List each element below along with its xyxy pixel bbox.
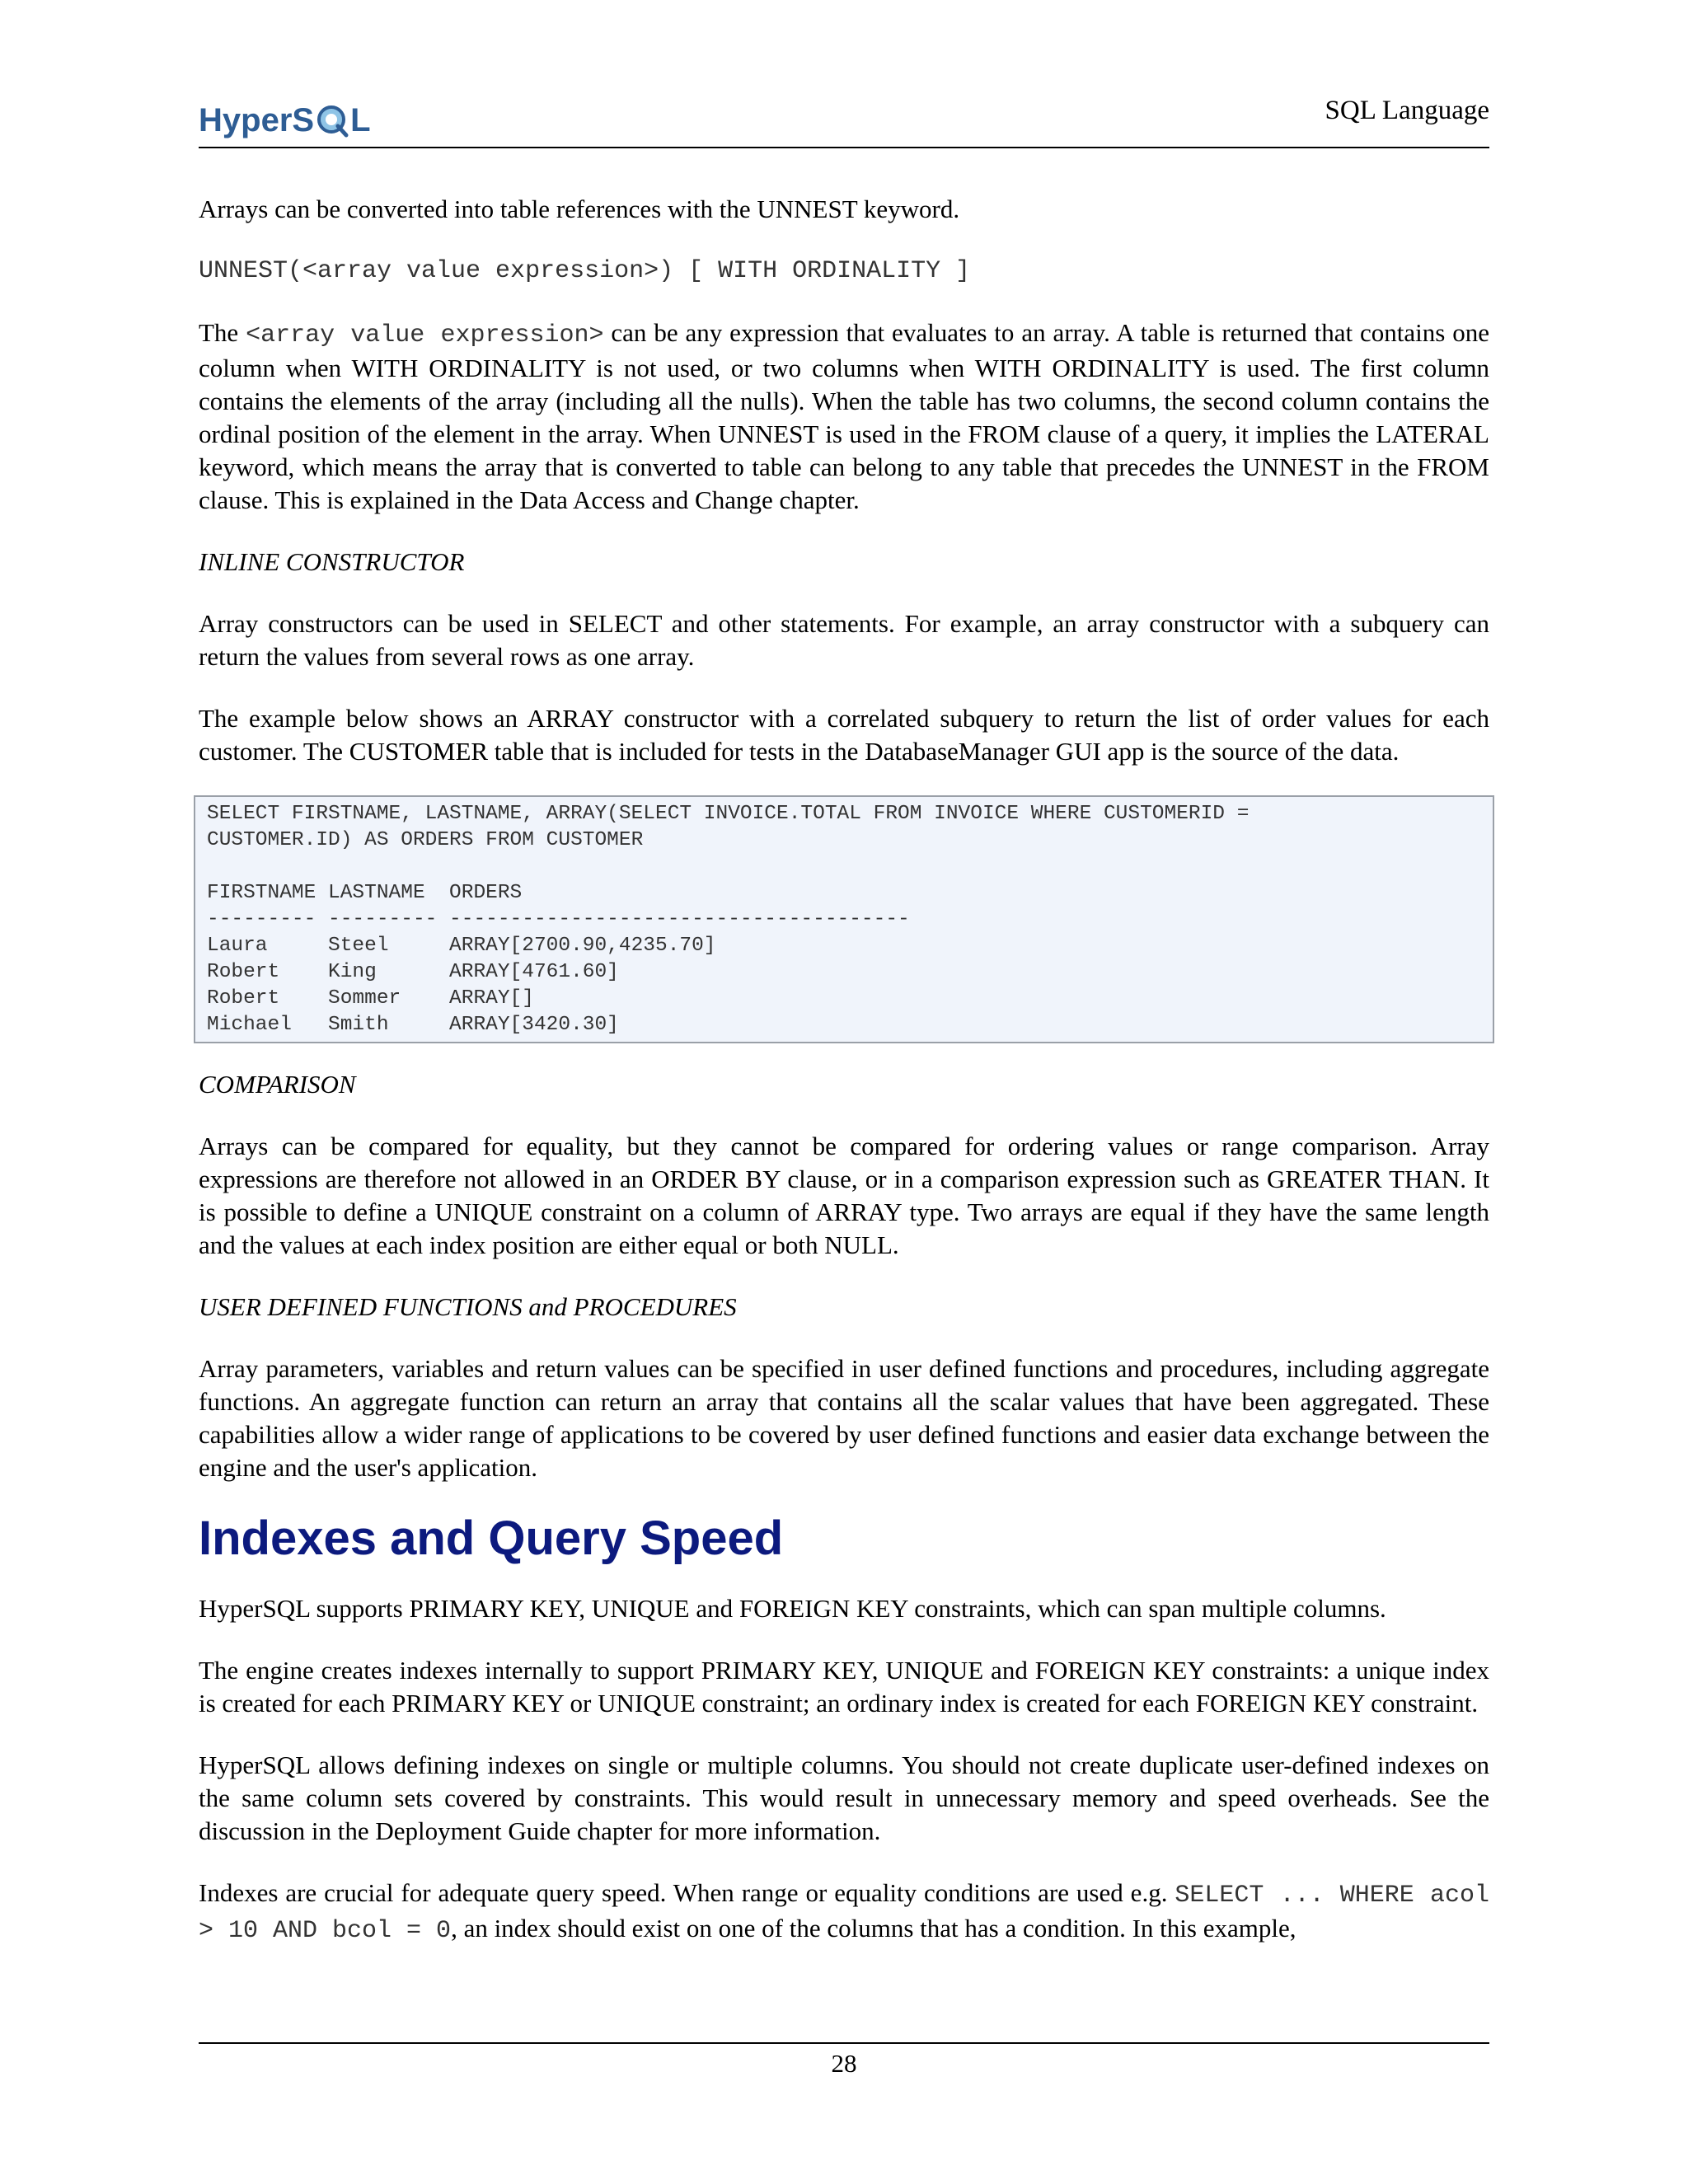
unnest-syntax: UNNEST(<array value expression>) [ WITH ORDINALITY ]: [199, 257, 971, 285]
paragraph-text: , an index should exist on one of the columns that has a condition. In this example,: [451, 1914, 1296, 1943]
subheading-comparison: COMPARISON: [199, 1070, 356, 1099]
paragraph-query-speed: [199, 1877, 1489, 1947]
paragraph-text: can be any expression that evaluates to an array. A table is returned that contains one column when WITH ORDINALITY is not used, or two columns when WITH ORDINALITY is used. The first column contains the elements of the array (including all the nulls). When the table has two columns, the second column contains the ordinal position of the element in the array. When UNNEST is used in the FROM clause of a query, it implies the LATERAL keyword, which means the array that is converted to table can belong to any table that precedes the UNNEST in the FROM clause. This is explained in the Data Access and Change chapter.: [199, 318, 1489, 514]
subheading-user-defined-functions: USER DEFINED FUNCTIONS and PROCEDURES: [199, 1292, 737, 1321]
paragraph-example-intro: The example below shows an ARRAY constructor with a correlated subquery to return the list of order values for each customer. The CUSTOMER table that is included for tests in the DatabaseManager GUI app is the source of the data.: [199, 704, 1489, 766]
logo-text-suffix: L: [350, 101, 371, 138]
section-title: SQL Language: [1325, 96, 1489, 125]
paragraph-text: Indexes are crucial for adequate query speed. When range or equality conditions are used e.g.: [199, 1878, 1175, 1907]
inline-code: <array value expression>: [246, 321, 604, 349]
paragraph-unnest-intro: Arrays can be converted into table references with the UNNEST keyword.: [199, 194, 960, 223]
logo-text-prefix: HyperS: [199, 101, 315, 138]
section-heading-indexes: Indexes and Query Speed: [199, 1511, 784, 1565]
paragraph-comparison: Arrays can be compared for equality, but they cannot be compared for ordering values or range comparison. Array expressions are therefore not allowed in an ORDER BY clause, or in a comparison expression such as GREATER THAN. It is possible to define a UNIQUE constraint on a column of ARRAY type. Two arrays are equal if they have the same length and the values at each index position are either equal or both NULL.: [199, 1132, 1489, 1259]
page-footer: [199, 2042, 1489, 2079]
magnifier-q-icon: [315, 103, 349, 138]
paragraph-array-constructors: Array constructors can be used in SELECT and other statements. For example, an array constructor with a subquery can return the values from several rows as one array.: [199, 609, 1489, 671]
paragraph-user-defined-functions: Array parameters, variables and return values can be specified in user defined functions and procedures, including aggregate functions. An aggregate function can return an array that contains all the scalar values that have been aggregated. These capabilities allow a wider range of applications to be covered by user defined functions and easier data exchange between the engine and the user's application.: [199, 1354, 1489, 1482]
page-header: [199, 91, 1489, 148]
subheading-inline-constructor: INLINE CONSTRUCTOR: [199, 547, 465, 576]
paragraph-internal-indexes: The engine creates indexes internally to support PRIMARY KEY, UNIQUE and FOREIGN KEY constraints: a unique index is created for each PRIMARY KEY or UNIQUE constraint; an ordinary index is created for each FOREIGN KEY constraint.: [199, 1656, 1489, 1718]
paragraph-defining-indexes: HyperSQL allows defining indexes on single or multiple columns. You should not create duplicate user-defined indexes on the same column sets covered by constraints. This would result in unnecessary memory and speed overheads. See the discussion in the Deployment Guide chapter for more information.: [199, 1750, 1489, 1845]
hypersql-logo: [199, 97, 371, 143]
page-number: 28: [831, 2049, 857, 2078]
paragraph-text: The: [199, 318, 246, 347]
page-content: [199, 193, 1489, 1976]
paragraph-constraints: HyperSQL supports PRIMARY KEY, UNIQUE and FOREIGN KEY constraints, which can span multiple columns.: [199, 1594, 1386, 1623]
paragraph-unnest-details: [199, 316, 1489, 517]
example-code-block: SELECT FIRSTNAME, LASTNAME, ARRAY(SELECT INVOICE.TOTAL FROM INVOICE WHERE CUSTOMERID = CUSTOMER.ID) AS ORDERS FROM CUSTOMER FIRSTNAME LASTNAME ORDERS --------- --------- -------------------------------------- Laura Steel ARRAY[2700.90,4235.70] Robert King ARRAY[4761.60] Robert Sommer ARRAY[] Michael Smith ARRAY[3420.30]: [194, 795, 1494, 1043]
inline-code: SELECT ... WHERE acol > 10 AND bcol = 0: [199, 1882, 1490, 1945]
